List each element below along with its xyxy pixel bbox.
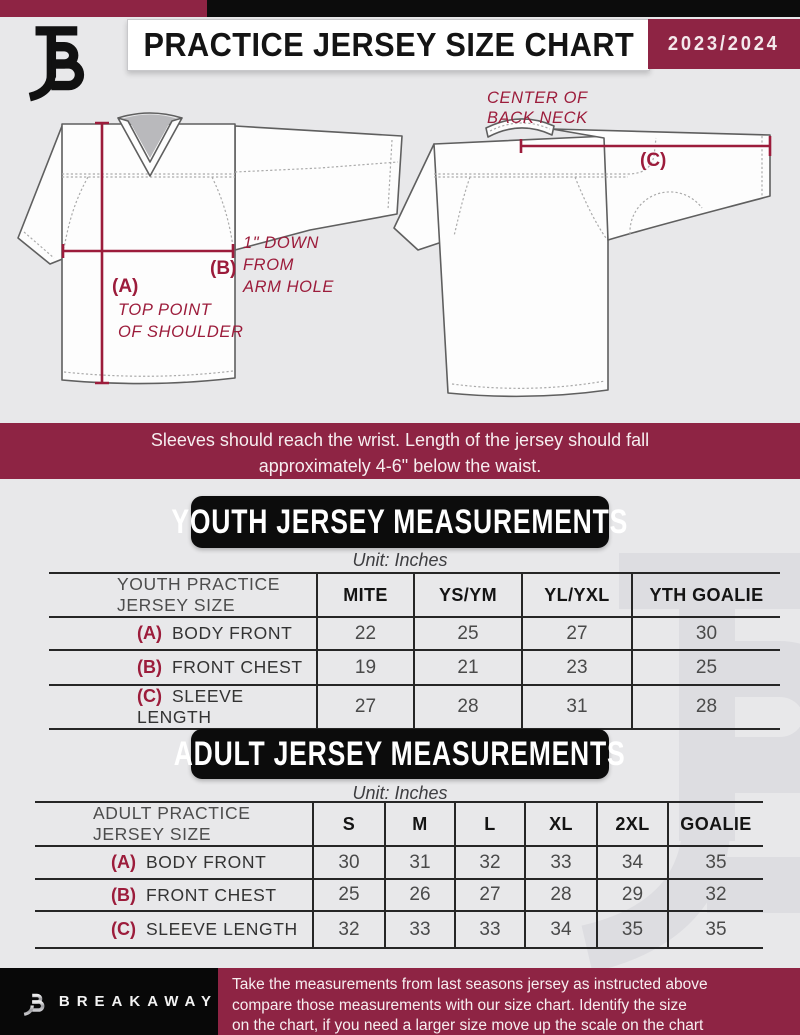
label-b-note-1: 1" DOWN <box>243 234 320 252</box>
footer-brand-block <box>0 968 218 1035</box>
row-tag: (B) <box>111 884 136 905</box>
youth-header-ylyxl: YL/YXL <box>522 573 632 617</box>
cell-value: 28 <box>632 685 780 729</box>
cell-value: 31 <box>522 685 632 729</box>
adult-size-table <box>35 801 763 949</box>
youth-header-row <box>49 573 780 617</box>
cell-value: 26 <box>385 879 455 911</box>
cell-value: 25 <box>414 617 522 650</box>
footer-brand-text: BREAKAWAY <box>58 993 218 1010</box>
fit-notice-line-2: approximately 4-6" below the waist. <box>258 455 542 476</box>
adult-header-l: L <box>455 802 525 846</box>
row-tag: (A) <box>137 623 162 643</box>
top-maroon-strip <box>0 0 207 17</box>
cell-value: 34 <box>525 911 597 948</box>
cell-value: 35 <box>668 846 763 879</box>
youth-unit-label: Unit: Inches <box>352 550 448 570</box>
table-row <box>35 879 763 911</box>
cell-value: 33 <box>455 911 525 948</box>
cell-value: 28 <box>414 685 522 729</box>
adult-section-title: ADULT JERSEY MEASUREMENTS <box>174 734 626 773</box>
cell-value: 23 <box>522 650 632 685</box>
label-c-note-1: CENTER OF <box>487 89 588 107</box>
cell-value: 35 <box>668 911 763 948</box>
adult-header-size: ADULT PRACTICE JERSEY SIZE <box>35 802 313 846</box>
cell-value: 19 <box>317 650 414 685</box>
cell-value: 28 <box>525 879 597 911</box>
cell-value: 33 <box>385 911 455 948</box>
label-a-tag: (A) <box>112 276 139 297</box>
adult-header-goalie: GOALIE <box>668 802 763 846</box>
season-text: 2023/2024 <box>668 32 780 55</box>
jersey-measurement-diagram <box>0 78 800 423</box>
page-title-text: PRACTICE JERSEY SIZE CHART <box>143 26 634 63</box>
cell-value: 21 <box>414 650 522 685</box>
cell-value: 25 <box>632 650 780 685</box>
row-label: BODY FRONT <box>146 852 267 872</box>
cell-value: 35 <box>597 911 668 948</box>
cell-value: 27 <box>522 617 632 650</box>
row-label: SLEEVE LENGTH <box>137 686 244 727</box>
cell-value: 31 <box>385 846 455 879</box>
row-label: FRONT CHEST <box>146 884 277 905</box>
adult-header-m: M <box>385 802 455 846</box>
label-b-note-2: FROM <box>243 256 294 274</box>
page-title <box>127 19 650 71</box>
row-tag: (B) <box>137 657 162 677</box>
youth-header-size: YOUTH PRACTICE JERSEY SIZE <box>49 573 317 617</box>
cell-value: 34 <box>597 846 668 879</box>
table-row <box>35 846 763 879</box>
cell-value: 22 <box>317 617 414 650</box>
jersey-back-drawing <box>394 89 770 396</box>
adult-unit-label: Unit: Inches <box>352 783 448 803</box>
cell-value: 32 <box>668 879 763 911</box>
breakaway-footer-logo-icon <box>22 982 49 1022</box>
adult-section-banner <box>174 729 626 779</box>
youth-header-goalie: YTH GOALIE <box>632 573 780 617</box>
row-tag: (A) <box>111 852 136 872</box>
label-a-note-2: OF SHOULDER <box>118 323 244 341</box>
adult-header-s: S <box>313 802 385 846</box>
season-badge <box>648 19 800 69</box>
cell-value: 29 <box>597 879 668 911</box>
youth-section-title: YOUTH JERSEY MEASUREMENTS <box>171 502 629 541</box>
table-row <box>49 617 780 650</box>
cell-value: 30 <box>313 846 385 879</box>
youth-header-mite: MITE <box>317 573 414 617</box>
cell-value: 30 <box>632 617 780 650</box>
row-label: BODY FRONT <box>172 623 293 643</box>
table-row <box>49 685 780 729</box>
label-a-note-1: TOP POINT <box>118 301 212 319</box>
footer-instructions <box>218 968 800 1035</box>
youth-section-banner <box>171 496 629 548</box>
table-row <box>35 911 763 948</box>
cell-value: 27 <box>317 685 414 729</box>
cell-value: 27 <box>455 879 525 911</box>
label-c-tag: (C) <box>640 150 667 171</box>
cell-value: 25 <box>313 879 385 911</box>
table-row <box>49 650 780 685</box>
youth-size-table <box>49 572 780 730</box>
fit-notice-banner <box>0 423 800 479</box>
row-tag: (C) <box>111 919 136 939</box>
cell-value: 32 <box>455 846 525 879</box>
adult-header-xl: XL <box>525 802 597 846</box>
adult-header-row <box>35 802 763 846</box>
row-label: FRONT CHEST <box>172 657 303 677</box>
row-label: SLEEVE LENGTH <box>146 919 298 939</box>
footer-line-3: on the chart, if you need a larger size move up the scale on the chart <box>232 1017 704 1034</box>
label-b-tag: (B) <box>210 258 237 279</box>
top-black-strip <box>207 0 800 17</box>
fit-notice-line-1: Sleeves should reach the wrist. Length of the jersey should fall <box>150 429 650 450</box>
label-b-note-3: ARM HOLE <box>243 278 334 296</box>
jersey-front-drawing <box>18 113 402 384</box>
adult-header-2xl: 2XL <box>597 802 668 846</box>
cell-value: 33 <box>525 846 597 879</box>
youth-header-ysym: YS/YM <box>414 573 522 617</box>
label-c-note-2: BACK NECK <box>487 109 588 127</box>
row-tag: (C) <box>137 686 162 706</box>
footer-line-1: Take the measurements from last seasons jersey as instructed above <box>232 976 708 993</box>
cell-value: 32 <box>313 911 385 948</box>
footer-line-2: compare those measurements with our size chart. Identify the size <box>232 996 687 1014</box>
